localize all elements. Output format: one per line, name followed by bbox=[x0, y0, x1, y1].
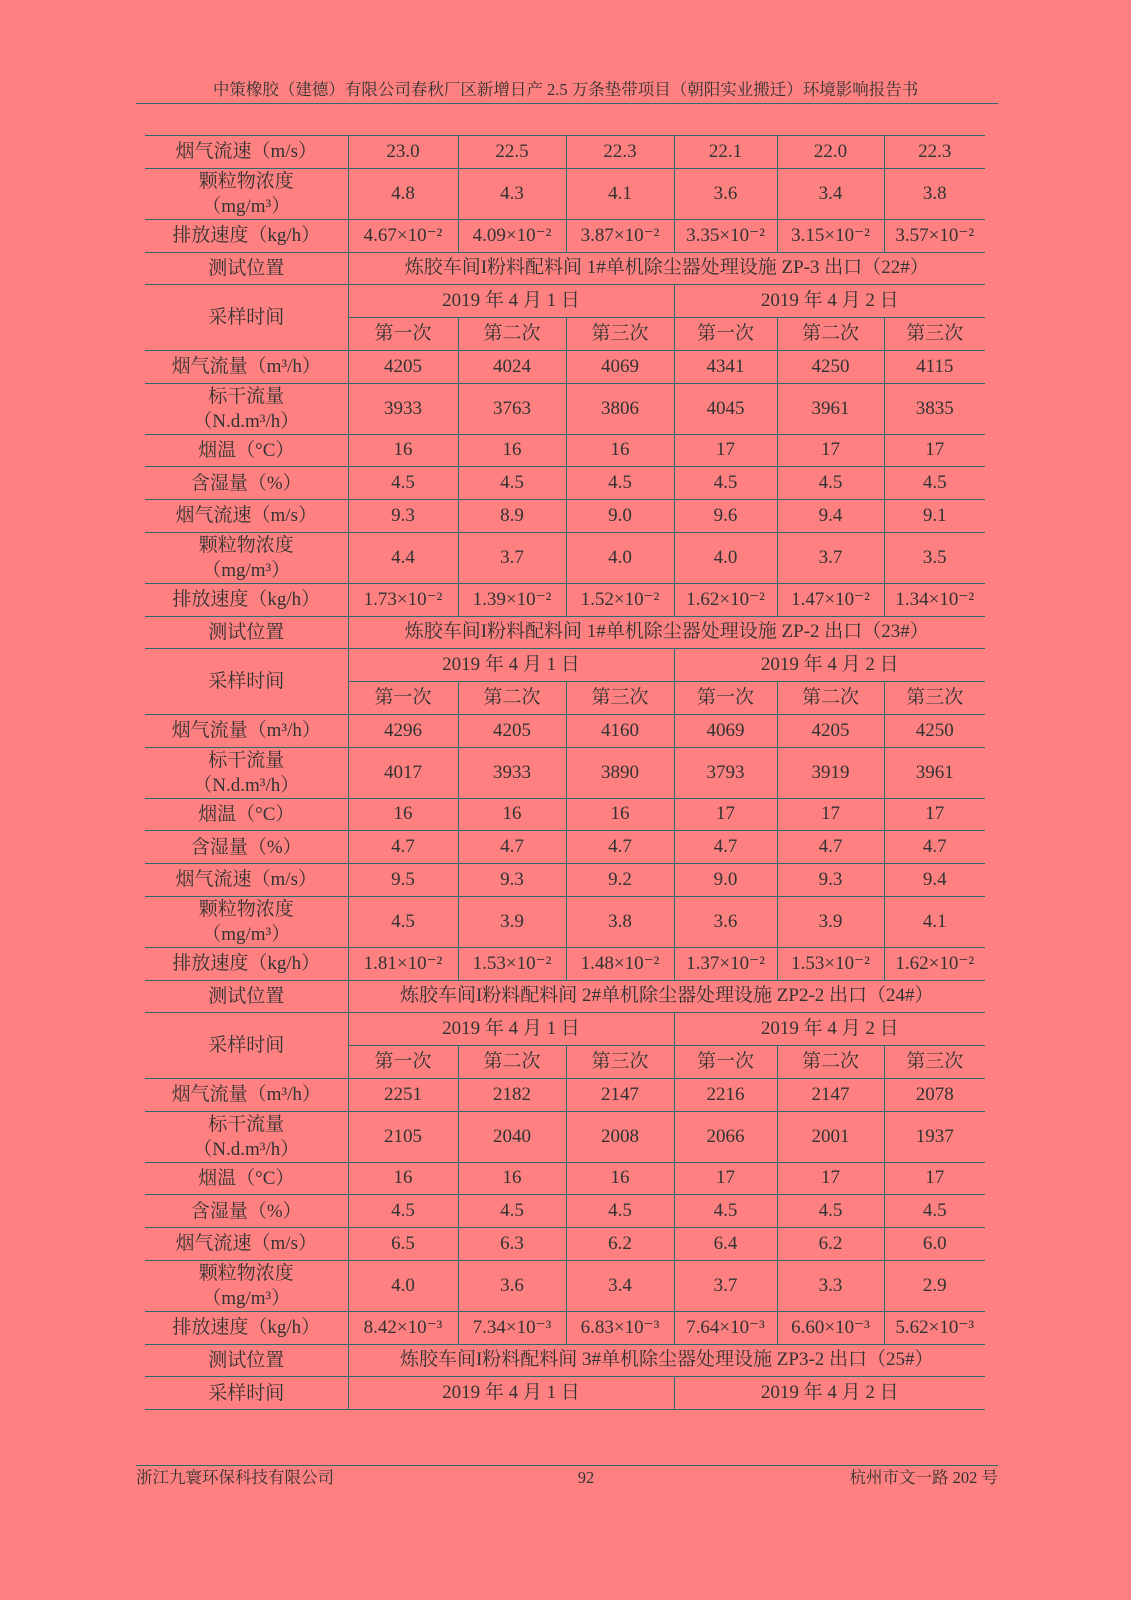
table-row bbox=[145, 896, 985, 947]
value-cell: 3.7 bbox=[674, 1260, 777, 1311]
value-cell: 3933 bbox=[458, 747, 566, 798]
sampling-time-label: 采样时间 bbox=[145, 1377, 348, 1410]
row-label: 颗粒物浓度 （mg/m³） bbox=[145, 168, 348, 219]
value-cell: 3.6 bbox=[458, 1260, 566, 1311]
run-label: 第三次 bbox=[884, 318, 985, 351]
value-cell: 4.0 bbox=[566, 532, 674, 583]
value-cell: 3919 bbox=[777, 747, 884, 798]
value-cell: 4.7 bbox=[566, 831, 674, 864]
table-body bbox=[145, 136, 985, 1410]
value-cell: 3.35×10⁻² bbox=[674, 219, 777, 252]
value-cell: 17 bbox=[777, 434, 884, 467]
value-cell: 16 bbox=[458, 434, 566, 467]
row-label: 排放速度（kg/h） bbox=[145, 947, 348, 980]
value-cell: 2147 bbox=[777, 1078, 884, 1111]
sampling-date: 2019 年 4 月 2 日 bbox=[674, 1377, 985, 1410]
row-label: 烟气流量（m³/h） bbox=[145, 1078, 348, 1111]
value-cell: 4.5 bbox=[884, 467, 985, 500]
run-label: 第二次 bbox=[777, 1046, 884, 1079]
test-position-value: 炼胶车间I粉料配料间 3#单机除尘器处理设施 ZP3-2 出口（25#） bbox=[348, 1344, 985, 1377]
value-cell: 3961 bbox=[777, 383, 884, 434]
table-row bbox=[145, 864, 985, 897]
value-cell: 17 bbox=[777, 798, 884, 831]
value-cell: 4069 bbox=[566, 350, 674, 383]
run-label: 第三次 bbox=[566, 682, 674, 715]
value-cell: 9.5 bbox=[348, 864, 458, 897]
value-cell: 3961 bbox=[884, 747, 985, 798]
value-cell: 5.62×10⁻³ bbox=[884, 1311, 985, 1344]
row-label: 含湿量（%） bbox=[145, 831, 348, 864]
value-cell: 4.5 bbox=[348, 1195, 458, 1228]
value-cell: 4045 bbox=[674, 383, 777, 434]
header-rule bbox=[136, 103, 998, 104]
value-cell: 4250 bbox=[777, 350, 884, 383]
table-row bbox=[145, 583, 985, 616]
value-cell: 9.4 bbox=[884, 864, 985, 897]
row-label: 含湿量（%） bbox=[145, 467, 348, 500]
value-cell: 17 bbox=[884, 798, 985, 831]
value-cell: 17 bbox=[884, 434, 985, 467]
row-label: 标干流量 （N.d.m³/h） bbox=[145, 1111, 348, 1162]
table-row bbox=[145, 1162, 985, 1195]
value-cell: 2008 bbox=[566, 1111, 674, 1162]
value-cell: 9.3 bbox=[458, 864, 566, 897]
value-cell: 16 bbox=[566, 798, 674, 831]
value-cell: 4205 bbox=[777, 714, 884, 747]
run-label: 第一次 bbox=[674, 318, 777, 351]
value-cell: 2105 bbox=[348, 1111, 458, 1162]
value-cell: 1.73×10⁻² bbox=[348, 583, 458, 616]
row-label: 排放速度（kg/h） bbox=[145, 219, 348, 252]
sampling-time-row bbox=[145, 1013, 985, 1046]
value-cell: 6.60×10⁻³ bbox=[777, 1311, 884, 1344]
footer-company: 浙江九寰环保科技有限公司 bbox=[136, 1468, 334, 1487]
table-row bbox=[145, 219, 985, 252]
run-label: 第一次 bbox=[348, 1046, 458, 1079]
row-label: 烟气流量（m³/h） bbox=[145, 350, 348, 383]
value-cell: 4205 bbox=[458, 714, 566, 747]
run-label: 第三次 bbox=[566, 1046, 674, 1079]
row-label: 烟气流速（m/s） bbox=[145, 864, 348, 897]
table-row bbox=[145, 1260, 985, 1311]
value-cell: 9.3 bbox=[348, 500, 458, 533]
table-row bbox=[145, 947, 985, 980]
value-cell: 16 bbox=[458, 1162, 566, 1195]
value-cell: 4.1 bbox=[884, 896, 985, 947]
value-cell: 4.8 bbox=[348, 168, 458, 219]
value-cell: 22.5 bbox=[458, 136, 566, 169]
value-cell: 4.7 bbox=[674, 831, 777, 864]
sampling-time-label: 采样时间 bbox=[145, 1013, 348, 1079]
value-cell: 9.3 bbox=[777, 864, 884, 897]
row-label: 颗粒物浓度 （mg/m³） bbox=[145, 532, 348, 583]
value-cell: 4205 bbox=[348, 350, 458, 383]
value-cell: 3.15×10⁻² bbox=[777, 219, 884, 252]
value-cell: 16 bbox=[566, 1162, 674, 1195]
value-cell: 3.7 bbox=[777, 532, 884, 583]
running-header-title: 中策橡胶（建德）有限公司春秋厂区新增日产 2.5 万条垫带项目（朝阳实业搬迁）环境影响报告书 bbox=[212, 80, 919, 99]
value-cell: 4.5 bbox=[566, 1195, 674, 1228]
test-position-row bbox=[145, 252, 985, 285]
value-cell: 3793 bbox=[674, 747, 777, 798]
value-cell: 4.7 bbox=[348, 831, 458, 864]
test-position-row bbox=[145, 980, 985, 1013]
row-label: 烟气流速（m/s） bbox=[145, 500, 348, 533]
sampling-date: 2019 年 4 月 2 日 bbox=[674, 649, 985, 682]
run-label: 第一次 bbox=[348, 318, 458, 351]
value-cell: 4.67×10⁻² bbox=[348, 219, 458, 252]
value-cell: 17 bbox=[777, 1162, 884, 1195]
value-cell: 4.5 bbox=[884, 1195, 985, 1228]
row-label: 标干流量 （N.d.m³/h） bbox=[145, 383, 348, 434]
table-row bbox=[145, 383, 985, 434]
value-cell: 3.8 bbox=[884, 168, 985, 219]
table-row bbox=[145, 168, 985, 219]
value-cell: 4.5 bbox=[674, 1195, 777, 1228]
value-cell: 3.8 bbox=[566, 896, 674, 947]
table-row bbox=[145, 434, 985, 467]
row-label: 烟气流量（m³/h） bbox=[145, 714, 348, 747]
table-row bbox=[145, 467, 985, 500]
row-label: 烟温（°C） bbox=[145, 1162, 348, 1195]
run-label: 第二次 bbox=[458, 1046, 566, 1079]
value-cell: 3.6 bbox=[674, 168, 777, 219]
value-cell: 23.0 bbox=[348, 136, 458, 169]
row-label: 排放速度（kg/h） bbox=[145, 1311, 348, 1344]
value-cell: 4341 bbox=[674, 350, 777, 383]
value-cell: 9.0 bbox=[566, 500, 674, 533]
value-cell: 7.34×10⁻³ bbox=[458, 1311, 566, 1344]
run-label: 第一次 bbox=[348, 682, 458, 715]
value-cell: 4.5 bbox=[348, 896, 458, 947]
value-cell: 2251 bbox=[348, 1078, 458, 1111]
sampling-time-label: 采样时间 bbox=[145, 649, 348, 715]
value-cell: 4.5 bbox=[674, 467, 777, 500]
value-cell: 3.3 bbox=[777, 1260, 884, 1311]
run-label: 第一次 bbox=[674, 682, 777, 715]
value-cell: 22.3 bbox=[884, 136, 985, 169]
value-cell: 1937 bbox=[884, 1111, 985, 1162]
value-cell: 4.5 bbox=[777, 467, 884, 500]
table-row bbox=[145, 1195, 985, 1228]
value-cell: 6.4 bbox=[674, 1228, 777, 1261]
value-cell: 4.0 bbox=[674, 532, 777, 583]
value-cell: 4115 bbox=[884, 350, 985, 383]
run-label: 第二次 bbox=[458, 682, 566, 715]
table-row bbox=[145, 1228, 985, 1261]
test-position-value: 炼胶车间I粉料配料间 1#单机除尘器处理设施 ZP-2 出口（23#） bbox=[348, 616, 985, 649]
sampling-date: 2019 年 4 月 1 日 bbox=[348, 1013, 674, 1046]
value-cell: 4.1 bbox=[566, 168, 674, 219]
value-cell: 1.53×10⁻² bbox=[458, 947, 566, 980]
sampling-time-row bbox=[145, 649, 985, 682]
run-label: 第三次 bbox=[884, 682, 985, 715]
value-cell: 8.42×10⁻³ bbox=[348, 1311, 458, 1344]
run-label: 第二次 bbox=[777, 318, 884, 351]
value-cell: 3806 bbox=[566, 383, 674, 434]
value-cell: 4.4 bbox=[348, 532, 458, 583]
value-cell: 4250 bbox=[884, 714, 985, 747]
value-cell: 2001 bbox=[777, 1111, 884, 1162]
row-label: 烟温（°C） bbox=[145, 798, 348, 831]
value-cell: 3.6 bbox=[674, 896, 777, 947]
row-label: 颗粒物浓度 （mg/m³） bbox=[145, 1260, 348, 1311]
value-cell: 16 bbox=[348, 434, 458, 467]
value-cell: 6.0 bbox=[884, 1228, 985, 1261]
value-cell: 2.9 bbox=[884, 1260, 985, 1311]
table-row bbox=[145, 714, 985, 747]
table-row bbox=[145, 532, 985, 583]
value-cell: 4.09×10⁻² bbox=[458, 219, 566, 252]
test-position-value: 炼胶车间I粉料配料间 2#单机除尘器处理设施 ZP2-2 出口（24#） bbox=[348, 980, 985, 1013]
value-cell: 16 bbox=[348, 798, 458, 831]
value-cell: 4069 bbox=[674, 714, 777, 747]
value-cell: 1.39×10⁻² bbox=[458, 583, 566, 616]
table-row bbox=[145, 500, 985, 533]
row-label: 标干流量 （N.d.m³/h） bbox=[145, 747, 348, 798]
value-cell: 17 bbox=[674, 1162, 777, 1195]
test-position-label: 测试位置 bbox=[145, 980, 348, 1013]
run-label: 第一次 bbox=[674, 1046, 777, 1079]
value-cell: 3763 bbox=[458, 383, 566, 434]
row-label: 含湿量（%） bbox=[145, 1195, 348, 1228]
value-cell: 1.47×10⁻² bbox=[777, 583, 884, 616]
footer-rule bbox=[136, 1465, 998, 1466]
value-cell: 6.83×10⁻³ bbox=[566, 1311, 674, 1344]
value-cell: 3.7 bbox=[458, 532, 566, 583]
value-cell: 9.6 bbox=[674, 500, 777, 533]
value-cell: 17 bbox=[674, 798, 777, 831]
value-cell: 4.7 bbox=[458, 831, 566, 864]
value-cell: 4.5 bbox=[777, 1195, 884, 1228]
run-label: 第三次 bbox=[884, 1046, 985, 1079]
value-cell: 22.0 bbox=[777, 136, 884, 169]
sampling-date: 2019 年 4 月 2 日 bbox=[674, 1013, 985, 1046]
value-cell: 3.9 bbox=[458, 896, 566, 947]
test-position-row bbox=[145, 616, 985, 649]
value-cell: 4.5 bbox=[348, 467, 458, 500]
value-cell: 4.5 bbox=[566, 467, 674, 500]
sampling-date: 2019 年 4 月 2 日 bbox=[674, 285, 985, 318]
table-row bbox=[145, 1078, 985, 1111]
table-row bbox=[145, 1311, 985, 1344]
table-row bbox=[145, 350, 985, 383]
value-cell: 16 bbox=[348, 1162, 458, 1195]
value-cell: 4017 bbox=[348, 747, 458, 798]
value-cell: 3890 bbox=[566, 747, 674, 798]
value-cell: 3.57×10⁻² bbox=[884, 219, 985, 252]
value-cell: 3.9 bbox=[777, 896, 884, 947]
sampling-time-row bbox=[145, 1377, 985, 1410]
value-cell: 3.5 bbox=[884, 532, 985, 583]
run-label: 第二次 bbox=[458, 318, 566, 351]
value-cell: 1.62×10⁻² bbox=[884, 947, 985, 980]
value-cell: 1.81×10⁻² bbox=[348, 947, 458, 980]
value-cell: 22.3 bbox=[566, 136, 674, 169]
table-row bbox=[145, 831, 985, 864]
value-cell: 8.9 bbox=[458, 500, 566, 533]
value-cell: 2182 bbox=[458, 1078, 566, 1111]
sampling-time-row bbox=[145, 285, 985, 318]
row-label: 烟气流速（m/s） bbox=[145, 1228, 348, 1261]
value-cell: 9.4 bbox=[777, 500, 884, 533]
value-cell: 3933 bbox=[348, 383, 458, 434]
value-cell: 4296 bbox=[348, 714, 458, 747]
value-cell: 6.2 bbox=[566, 1228, 674, 1261]
table-row bbox=[145, 747, 985, 798]
test-position-label: 测试位置 bbox=[145, 1344, 348, 1377]
value-cell: 1.48×10⁻² bbox=[566, 947, 674, 980]
value-cell: 3.4 bbox=[777, 168, 884, 219]
table-row bbox=[145, 136, 985, 169]
value-cell: 4.5 bbox=[458, 1195, 566, 1228]
value-cell: 1.34×10⁻² bbox=[884, 583, 985, 616]
row-label: 烟温（°C） bbox=[145, 434, 348, 467]
value-cell: 7.64×10⁻³ bbox=[674, 1311, 777, 1344]
value-cell: 4024 bbox=[458, 350, 566, 383]
value-cell: 2216 bbox=[674, 1078, 777, 1111]
value-cell: 9.2 bbox=[566, 864, 674, 897]
page-number: 92 bbox=[577, 1468, 595, 1487]
value-cell: 4.0 bbox=[348, 1260, 458, 1311]
value-cell: 3.87×10⁻² bbox=[566, 219, 674, 252]
test-position-row bbox=[145, 1344, 985, 1377]
sampling-date: 2019 年 4 月 1 日 bbox=[348, 649, 674, 682]
value-cell: 22.1 bbox=[674, 136, 777, 169]
value-cell: 4.5 bbox=[458, 467, 566, 500]
value-cell: 9.1 bbox=[884, 500, 985, 533]
sampling-time-label: 采样时间 bbox=[145, 285, 348, 351]
value-cell: 2066 bbox=[674, 1111, 777, 1162]
table-row bbox=[145, 798, 985, 831]
value-cell: 16 bbox=[458, 798, 566, 831]
value-cell: 4160 bbox=[566, 714, 674, 747]
value-cell: 17 bbox=[884, 1162, 985, 1195]
footer-address: 杭州市文一路 202 号 bbox=[849, 1468, 998, 1487]
sampling-date: 2019 年 4 月 1 日 bbox=[348, 285, 674, 318]
value-cell: 1.37×10⁻² bbox=[674, 947, 777, 980]
value-cell: 9.0 bbox=[674, 864, 777, 897]
sampling-date: 2019 年 4 月 1 日 bbox=[348, 1377, 674, 1410]
test-position-label: 测试位置 bbox=[145, 252, 348, 285]
row-label: 烟气流速（m/s） bbox=[145, 136, 348, 169]
value-cell: 1.62×10⁻² bbox=[674, 583, 777, 616]
row-label: 颗粒物浓度 （mg/m³） bbox=[145, 896, 348, 947]
value-cell: 2078 bbox=[884, 1078, 985, 1111]
test-position-value: 炼胶车间I粉料配料间 1#单机除尘器处理设施 ZP-3 出口（22#） bbox=[348, 252, 985, 285]
value-cell: 6.2 bbox=[777, 1228, 884, 1261]
value-cell: 6.5 bbox=[348, 1228, 458, 1261]
value-cell: 16 bbox=[566, 434, 674, 467]
value-cell: 17 bbox=[674, 434, 777, 467]
value-cell: 2147 bbox=[566, 1078, 674, 1111]
emission-monitoring-table bbox=[145, 135, 985, 1410]
table-row bbox=[145, 1111, 985, 1162]
test-position-label: 测试位置 bbox=[145, 616, 348, 649]
value-cell: 6.3 bbox=[458, 1228, 566, 1261]
row-label: 排放速度（kg/h） bbox=[145, 583, 348, 616]
value-cell: 1.53×10⁻² bbox=[777, 947, 884, 980]
value-cell: 3.4 bbox=[566, 1260, 674, 1311]
value-cell: 1.52×10⁻² bbox=[566, 583, 674, 616]
value-cell: 2040 bbox=[458, 1111, 566, 1162]
run-label: 第二次 bbox=[777, 682, 884, 715]
run-label: 第三次 bbox=[566, 318, 674, 351]
value-cell: 4.7 bbox=[884, 831, 985, 864]
value-cell: 4.7 bbox=[777, 831, 884, 864]
value-cell: 3835 bbox=[884, 383, 985, 434]
value-cell: 4.3 bbox=[458, 168, 566, 219]
